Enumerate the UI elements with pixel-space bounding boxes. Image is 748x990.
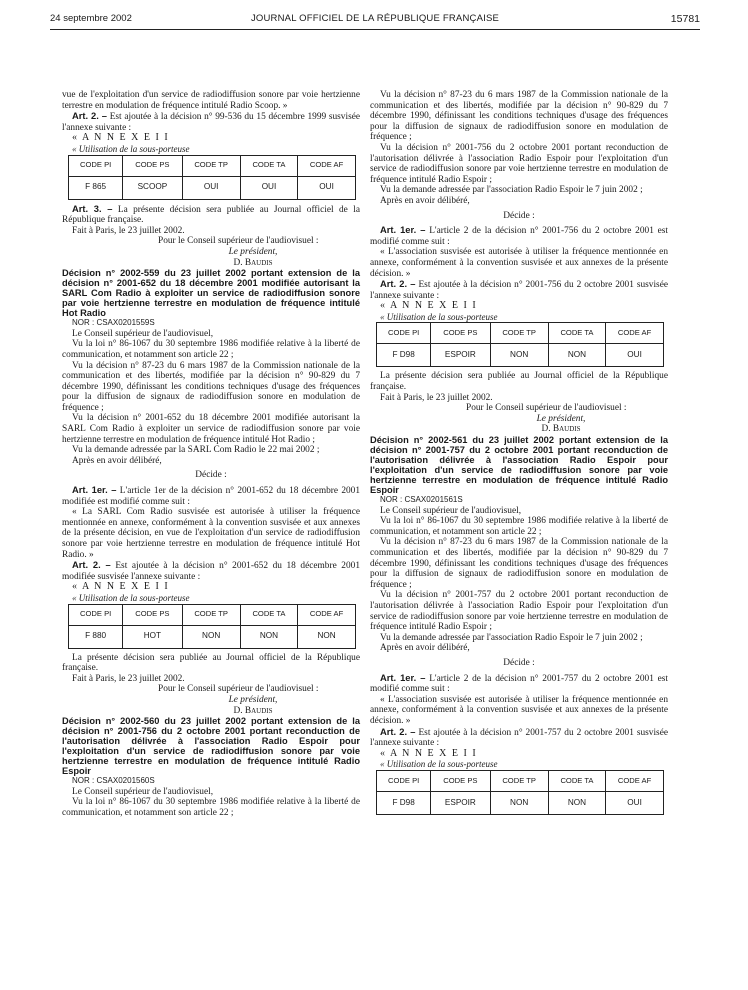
signature-name: D. Baudis <box>541 424 581 435</box>
decision-title: Décision n° 2002-561 du 23 juillet 2002 portant extension de la décision n° 2001-757 du 2 octobre 2001 portant reconduction de l'autorisation délivrée à l'association Radio Espoir pour l'exploitation d'un service de radiodiffusion sonore par voie hertzienne terrestre en modulation de fréquence intitulé Radio Espoir <box>370 435 668 496</box>
code-table <box>376 770 664 815</box>
table-row <box>377 344 664 367</box>
annexe-label: « A N N E X E I I <box>72 132 170 144</box>
article-1: Art. 1er. – L'article 1er de la décision n° 2001-652 du 18 décembre 2001 modifiée est modifié comme suit : <box>62 485 361 507</box>
table-cell: ESPOIR <box>431 344 490 367</box>
table-header: CODE TP <box>490 323 548 344</box>
decide: Décide : <box>503 657 535 668</box>
table-cell: NON <box>490 344 548 367</box>
table-cell: SCOOP <box>123 176 182 199</box>
intro-line: vue de l'exploitation d'un service de radiodiffusion sonore par voie hertzienne terrestre en modulation de fréquence intitulé Radio Scoop. » <box>62 90 360 111</box>
page-number: 15781 <box>670 13 700 25</box>
paragraph: Vu la loi n° 86-1067 du 30 septembre 1986 modifiée relative à la liberté de communication, et notamment son article 22 ; <box>62 339 360 360</box>
table-cell: ESPOIR <box>431 791 490 814</box>
table-header: CODE AF <box>298 604 356 625</box>
article-1-quote: « La SARL Com Radio susvisée est autorisée à utiliser la fréquence mentionnée en annexe, conformément à la convention susvisée et aux annexes de la présente décision, en vue de l'exploitation d'un service de radiodiffusion sonore par voie hertzienne terrestre en modulation de fréquence intitulé Hot Radio. » <box>62 507 360 560</box>
table-header: CODE PI <box>377 770 431 791</box>
paragraph: Vu la décision n° 87-23 du 6 mars 1987 de la Commission nationale de la communication et des libertés, modifiée par la décision n° 90-829 du 7 décembre 1990, définissant les conditions techniques d'usage des fréquences pour la diffusion de signaux de radiodiffusion sonore en modulation de fréquence ; <box>370 90 668 143</box>
annexe-subtitle: « Utilisation de la sous-porteuse <box>72 592 190 603</box>
table-cell: OUI <box>182 176 240 199</box>
paragraph: Vu la décision n° 2001-757 du 2 octobre 2001 portant reconduction de l'autorisation délivrée à l'association Radio Espoir pour l'exploitation d'un service de radiodiffusion sonore par voie hertzienne terrestre en modulation de fréquence intitulé Radio Espoir ; <box>370 590 668 633</box>
paragraph: Vu la décision n° 87-23 du 6 mars 1987 de la Commission nationale de la communication et des libertés, modifiée par la décision n° 90-829 du 7 décembre 1990, définissant les conditions techniques d'usage des fréquences pour la diffusion de signaux de radiodiffusion sonore en modulation de fréquence ; <box>62 360 360 413</box>
article-1-quote: « L'association susvisée est autorisée à utiliser la fréquence mentionnée en annexe, conformément à la convention susvisée et aux annexes de la présente décision. » <box>370 247 668 279</box>
signature-role: Le président, <box>228 246 278 257</box>
article-1: Art. 1er. – L'article 2 de la décision n° 2001-757 du 2 octobre 2001 est modifié comme suit : <box>370 672 669 695</box>
table-cell: F D98 <box>377 344 431 367</box>
article-2: Art. 2. – Est ajoutée à la décision n° 2001-757 du 2 octobre 2001 susvisée l'annexe suivante : <box>370 726 668 749</box>
paragraph: Vu la demande adressée par l'association Radio Espoir le 7 juin 2002 ; <box>380 185 643 196</box>
table-header: CODE PI <box>377 323 431 344</box>
table-header: CODE AF <box>606 770 664 791</box>
annexe-subtitle: « Utilisation de la sous-porteuse <box>72 143 190 154</box>
table-row <box>377 791 664 814</box>
table-header: CODE TA <box>240 604 297 625</box>
decide: Décide : <box>503 210 535 221</box>
table-header: CODE AF <box>606 323 664 344</box>
signature-role: Le président, <box>228 694 278 705</box>
paragraph: Vu la demande adressée par la SARL Com Radio le 22 mai 2002 ; <box>72 445 320 456</box>
paragraph: Vu la demande adressée par l'association Radio Espoir le 7 juin 2002 ; <box>380 632 643 643</box>
paragraph: Le Conseil supérieur de l'audiovisuel, <box>380 505 522 516</box>
paragraph: Vu la décision n° 2001-652 du 18 décembre 2001 modifiée autorisant la SARL Com Radio à exploiter un service de radiodiffusion sonore par voie hertzienne terrestre en modulation de fréquence intitulé Hot Radio ; <box>62 413 360 445</box>
fait-a: Fait à Paris, le 23 juillet 2002. <box>72 673 185 684</box>
paragraph: Le Conseil supérieur de l'audiovisuel, <box>72 328 214 339</box>
paragraph: Le Conseil supérieur de l'audiovisuel, <box>72 786 214 797</box>
paragraph: Après en avoir délibéré, <box>380 643 470 654</box>
signature-name: D. Baudis <box>233 257 273 268</box>
table-cell: NON <box>298 625 356 648</box>
table-cell: F D98 <box>377 791 431 814</box>
annexe-subtitle: « Utilisation de la sous-porteuse <box>380 311 498 322</box>
annexe-label: « A N N E X E I I <box>380 747 478 759</box>
article-2: Art. 2. – Est ajoutée à la décision n° 2001-652 du 18 décembre 2001 modifiée susvisée l'annexe suivante : <box>62 560 360 582</box>
paragraph: Vu la décision n° 2001-756 du 2 octobre 2001 portant reconduction de l'autorisation délivrée à l'association Radio Espoir pour l'exploitation d'un service de radiodiffusion sonore par voie hertzienne terrestre en modulation de fréquence intitulé Radio Espoir ; <box>370 142 668 185</box>
table-header: CODE TP <box>182 604 240 625</box>
table-cell: F 880 <box>69 625 123 648</box>
table-header: CODE AF <box>298 155 356 176</box>
table-cell: NON <box>548 791 605 814</box>
article-2: Art. 2. – Est ajoutée à la décision n° 2001-756 du 2 octobre 2001 susvisée l'annexe suivante : <box>370 279 668 301</box>
table-header: CODE TA <box>548 323 605 344</box>
table-cell: NON <box>490 791 548 814</box>
nor-code: NOR : CSAX0201560S <box>72 776 155 786</box>
table-cell: NON <box>182 625 240 648</box>
table-header: CODE PS <box>431 770 490 791</box>
table-header: CODE PS <box>123 155 182 176</box>
signature-name: D. Baudis <box>233 705 273 716</box>
paragraph: Vu la loi n° 86-1067 du 30 septembre 1986 modifiée relative à la liberté de communication, et notamment son article 22 ; <box>62 797 360 818</box>
fait-a: Fait à Paris, le 23 juillet 2002. <box>380 392 493 403</box>
table-header: CODE TA <box>548 770 605 791</box>
table-cell: NON <box>240 625 297 648</box>
right-column <box>370 90 668 819</box>
paragraph: Vu la loi n° 86-1067 du 30 septembre 1986 modifiée relative à la liberté de communication, et notamment son article 22 ; <box>370 516 668 537</box>
decision-title: Décision n° 2002-559 du 23 juillet 2002 portant extension de la décision n° 2001-652 du 18 décembre 2001 modifiée autorisant la SARL Com Radio à exploiter un service de radiodiffusion sonore par voie hertzienne terrestre en modulation de fréquence intitulé Hot Radio <box>62 268 360 319</box>
table-cell: NON <box>548 344 605 367</box>
decision-title: Décision n° 2002-560 du 23 juillet 2002 portant extension de la décision n° 2001-756 du 2 octobre 2001 portant reconduction de l'autorisation délivrée à l'association Radio Espoir pour l'exploitation d'un service de radiodiffusion sonore par voie hertzienne terrestre en modulation de fréquence intitulé Radio Espoir <box>62 716 360 777</box>
code-table <box>376 322 664 367</box>
header-date: 24 septembre 2002 <box>50 13 132 24</box>
nor-code: NOR : CSAX0201561S <box>380 495 463 505</box>
code-table <box>68 155 356 200</box>
article-3: La présente décision sera publiée au Journal officiel de la République française. <box>62 652 360 674</box>
table-cell: OUI <box>298 176 356 199</box>
table-cell: F 865 <box>69 176 123 199</box>
nor-code: NOR : CSAX0201559S <box>72 318 155 328</box>
table-header: CODE PS <box>123 604 182 625</box>
annexe-subtitle: « Utilisation de la sous-porteuse <box>380 759 498 770</box>
table-header: CODE TP <box>182 155 240 176</box>
paragraph: Après en avoir délibéré, <box>72 455 162 466</box>
article-1: Art. 1er. – L'article 2 de la décision n° 2001-756 du 2 octobre 2001 est modifié comme suit : <box>370 225 669 247</box>
table-header: CODE PI <box>69 604 123 625</box>
table-cell: OUI <box>606 791 664 814</box>
table-header: CODE PS <box>431 323 490 344</box>
article-3: Art. 3. – La présente décision sera publiée au Journal officiel de la République française. <box>62 203 360 226</box>
annexe-label: « A N N E X E I I <box>380 300 478 312</box>
table-cell: OUI <box>240 176 297 199</box>
table-cell: OUI <box>606 344 664 367</box>
table-cell: HOT <box>123 625 182 648</box>
annexe-label: « A N N E X E I I <box>72 581 170 593</box>
article-2: Art. 2. – Est ajoutée à la décision n° 99-536 du 15 décembre 1999 susvisée l'annexe suivante : <box>62 111 360 133</box>
signature-role: Le président, <box>536 413 586 424</box>
page-header <box>50 13 700 27</box>
article-1-quote: « L'association susvisée est autorisée à utiliser la fréquence mentionnée en annexe, conformément à la convention susvisée et aux annexes de la présente décision. » <box>370 694 668 726</box>
table-header: CODE TA <box>240 155 297 176</box>
signature-line: Pour le Conseil supérieur de l'audiovisuel : <box>466 403 627 414</box>
table-header: CODE TP <box>490 770 548 791</box>
table-header: CODE PI <box>69 155 123 176</box>
header-rule <box>50 29 700 30</box>
table-row <box>69 625 356 648</box>
signature-line: Pour le Conseil supérieur de l'audiovisuel : <box>158 684 319 695</box>
left-column <box>62 90 360 819</box>
paragraph: Vu la décision n° 87-23 du 6 mars 1987 de la Commission nationale de la communication et des libertés, modifiée par la décision n° 90-829 du 7 décembre 1990, définissant les conditions techniques d'usage des fréquences pour la diffusion de signaux de radiodiffusion sonore en modulation de fréquence ; <box>370 537 668 590</box>
signature-line: Pour le Conseil supérieur de l'audiovisuel : <box>158 236 319 247</box>
paragraph: Après en avoir délibéré, <box>380 195 470 206</box>
code-table <box>68 604 356 649</box>
article-3: La présente décision sera publiée au Journal officiel de la République française. <box>370 371 668 393</box>
journal-title: JOURNAL OFFICIEL DE LA RÉPUBLIQUE FRANÇAISE <box>250 13 500 24</box>
fait-a: Fait à Paris, le 23 juillet 2002. <box>72 225 185 236</box>
decide: Décide : <box>195 470 227 481</box>
table-row <box>69 176 356 199</box>
